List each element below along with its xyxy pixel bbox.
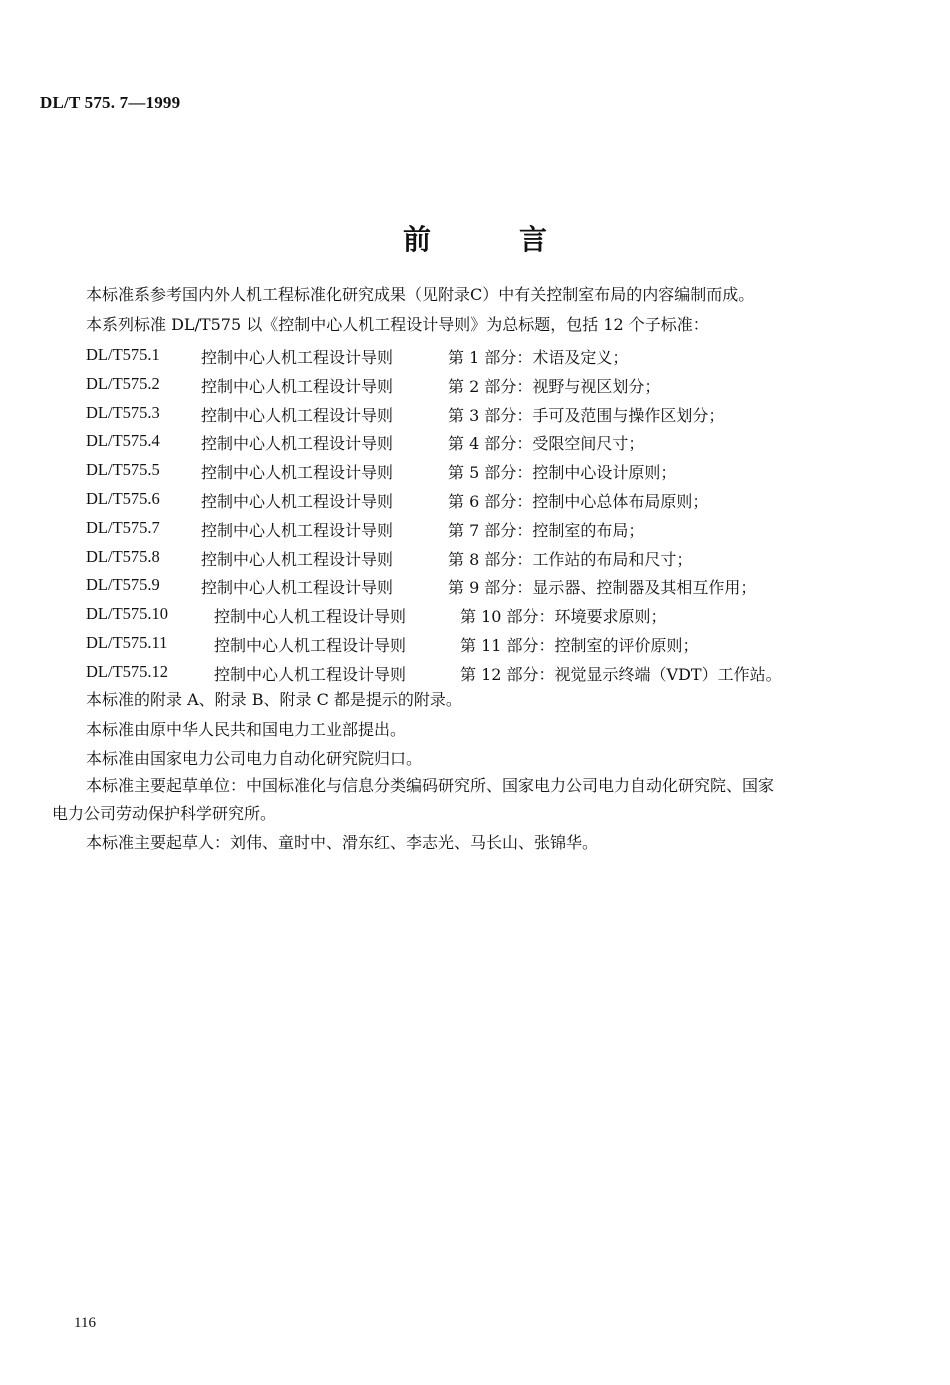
list-item	[86, 518, 866, 547]
title-char-1: 前	[402, 223, 431, 256]
standard-code: DL/T575.2	[86, 373, 160, 393]
standard-code: DL/T575.4	[86, 431, 160, 451]
standard-title: 控制中心人机工程设计导则	[201, 376, 394, 396]
standard-title: 控制中心人机工程设计导则	[201, 549, 394, 569]
page-title	[0, 218, 950, 258]
standard-code: DL/T575.5	[86, 460, 160, 480]
standard-title: 控制中心人机工程设计导则	[201, 463, 394, 483]
standard-part: 第 10 部分：环境要求原则；	[460, 607, 667, 627]
standard-title: 控制中心人机工程设计导则	[201, 491, 394, 511]
standard-code: DL/T575.9	[86, 575, 160, 595]
list-item	[86, 431, 866, 460]
list-item	[86, 633, 866, 662]
drafters-note: 本标准主要起草人：刘伟、童时中、滑东红、李志光、马长山、张锦华。	[86, 833, 599, 852]
standard-code: DL/T575.7	[86, 517, 160, 537]
proposed-by-note: 本标准由原中华人民共和国电力工业部提出。	[86, 720, 407, 739]
standard-title: 控制中心人机工程设计导则	[201, 434, 394, 454]
list-item	[86, 604, 866, 633]
page-number: 116	[74, 1315, 96, 1331]
document-code-header: DL/T 575. 7—1999	[40, 93, 181, 112]
standard-part: 第 8 部分：工作站的布局和尺寸；	[448, 549, 693, 569]
list-item	[86, 374, 866, 403]
standard-part: 第 1 部分：术语及定义；	[448, 348, 629, 367]
standard-code: DL/T575.10	[86, 604, 169, 624]
standard-title: 控制中心人机工程设计导则	[214, 635, 407, 655]
drafting-units-line-1: 本标准主要起草单位：中国标准化与信息分类编码研究所、国家电力公司电力自动化研究院、国家	[86, 776, 775, 795]
list-item	[86, 489, 866, 518]
list-item	[86, 662, 866, 691]
standard-part: 第 6 部分：控制中心总体布局原则；	[448, 491, 709, 511]
intro-paragraph-2: 本系列标准 DL/T575 以《控制中心人机工程设计导则》为总标题，包括 12 个子标准：	[86, 315, 709, 334]
standard-code: DL/T575.8	[86, 546, 160, 566]
standard-part: 第 9 部分：显示器、控制器及其相互作用；	[448, 578, 757, 598]
standard-code: DL/T575.11	[86, 632, 168, 652]
intro-paragraph-1: 本标准系参考国内外人机工程标准化研究成果（见附录C）中有关控制室布局的内容编制而成。	[86, 285, 755, 304]
standard-title: 控制中心人机工程设计导则	[214, 607, 407, 627]
standard-title: 控制中心人机工程设计导则	[201, 405, 394, 425]
appendix-note: 本标准的附录 A、附录 B、附录 C 都是提示的附录。	[86, 690, 462, 709]
list-item	[86, 345, 866, 374]
managed-by-note: 本标准由国家电力公司电力自动化研究院归口。	[86, 749, 423, 768]
list-item	[86, 460, 866, 489]
standard-part: 第 7 部分：控制室的布局；	[448, 520, 645, 540]
sub-standards-list	[86, 345, 866, 691]
standard-code: DL/T575.12	[86, 661, 169, 681]
drafting-units-line-2: 电力公司劳动保护科学研究所。	[52, 804, 277, 823]
standard-code: DL/T575.6	[86, 488, 160, 508]
standard-title: 控制中心人机工程设计导则	[214, 664, 407, 684]
standard-part: 第 11 部分：控制室的评价原则；	[460, 635, 699, 655]
standard-code: DL/T575.3	[86, 402, 160, 422]
standard-title: 控制中心人机工程设计导则	[201, 348, 394, 367]
list-item	[86, 403, 866, 432]
standard-title: 控制中心人机工程设计导则	[201, 578, 394, 598]
title-char-2: 言	[519, 223, 548, 256]
list-item	[86, 547, 866, 576]
standard-part: 第 3 部分：手可及范围与操作区划分；	[448, 405, 725, 425]
standard-title: 控制中心人机工程设计导则	[201, 520, 394, 540]
list-item	[86, 575, 866, 604]
standard-part: 第 5 部分：控制中心设计原则；	[448, 463, 677, 483]
standard-code: DL/T575.1	[86, 345, 160, 364]
standard-part: 第 2 部分：视野与视区划分；	[448, 376, 661, 396]
standard-part: 第 4 部分：受限空间尺寸；	[448, 434, 645, 454]
standard-part: 第 12 部分：视觉显示终端（VDT）工作站。	[460, 664, 782, 684]
